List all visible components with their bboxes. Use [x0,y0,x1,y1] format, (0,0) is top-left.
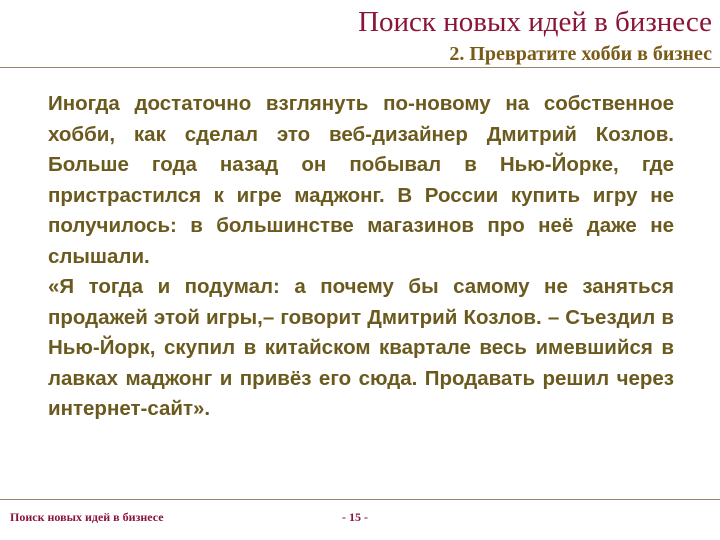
slide-subtitle: 2. Превратите хобби в бизнес [449,43,712,65]
body-paragraph-2: «Я тогда и подумал: а почему бы самому не заняться продажей этой игры,– говорит Дмитрий Козлов. – Съездил в Нью-Йорк, скупил в китайском квартале весь имевшийся в лавках маджонг и привёз его сюда. Продавать решил через интернет-сайт». [48,275,674,420]
slide-title: Поиск новых идей в бизнесе [358,6,712,38]
footer-title: Поиск новых идей в бизнесе [10,510,164,524]
page-number: - 15 - [342,510,368,524]
body-paragraph-1: Иногда достаточно взглянуть по-новому на собственное хобби, как сделал это веб-дизайнер Дмитрий Козлов. Больше года назад он побывал в Нью-Йорке, где пристрастился к игре маджонг. В России купить игру не получилось: в большинстве магазинов про неё даже не слышали. [48,92,674,268]
footer-divider [0,499,720,500]
slide-body [48,89,674,425]
header-divider [0,67,720,68]
